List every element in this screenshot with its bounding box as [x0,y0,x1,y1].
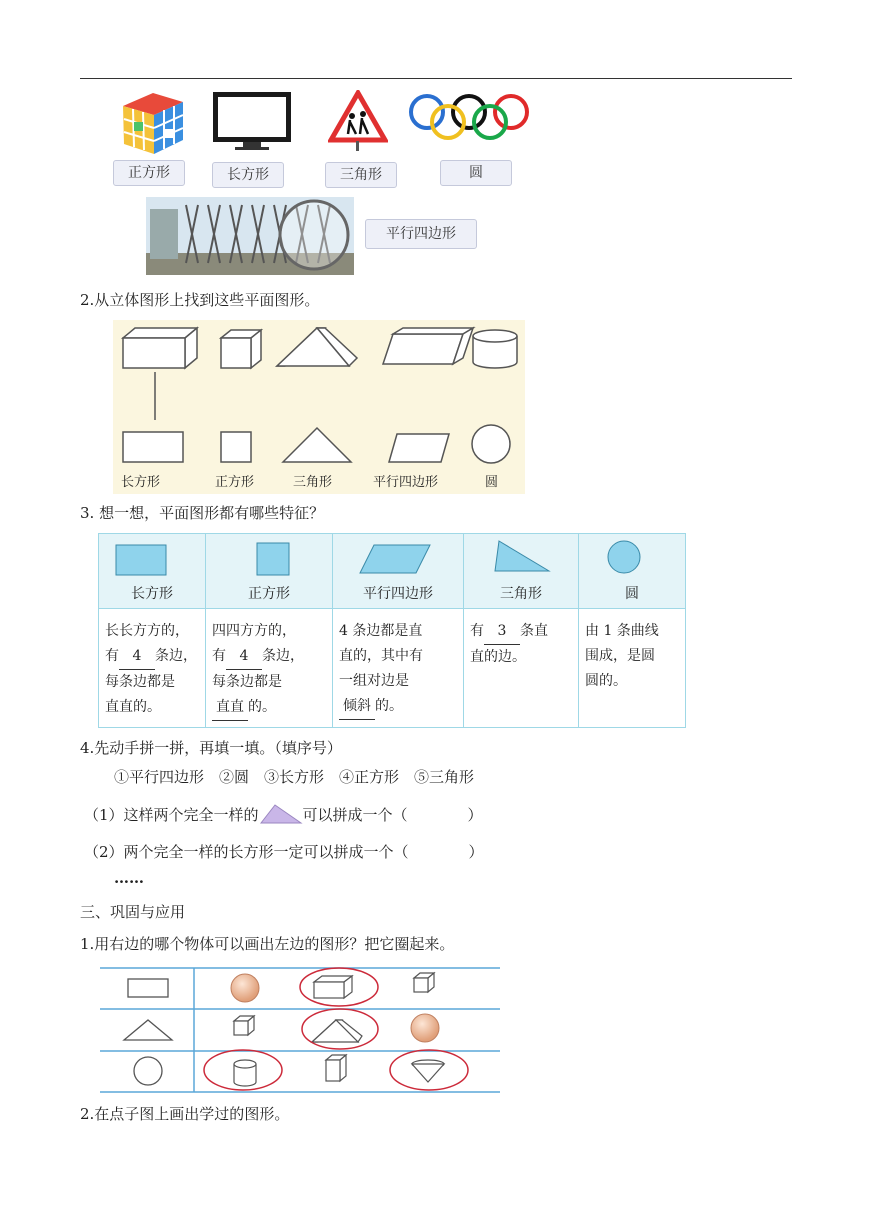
q5-title: 1.用右边的哪个物体可以画出左边的图形？把它圈起来。 [80,935,455,953]
header-square: 正方形 [248,586,290,602]
q2-panel [113,320,525,494]
header-rectangle: 长方形 [131,586,173,602]
header-parallelogram: 平行四边形 [363,586,433,602]
label-parallelogram: 平行四边形 [365,219,477,249]
answer-square-straight[interactable]: 直直 [212,695,248,721]
answer-tri-sides[interactable]: 3 [484,619,520,645]
q4-title: 4.先动手拼一拼，再填一填。（填序号） [80,739,342,757]
features-table [98,533,686,728]
desc-parallelogram: 4 条边都是直 直的，其中有 一组对边是 倾斜 的。 [333,609,464,728]
purple-triangle-icon [259,803,303,825]
label-rectangle: 长方形 [212,162,284,188]
square-shape [207,535,331,579]
cell-rect-header [99,534,206,609]
label-circle: 圆 [440,160,512,186]
q3-title: 3. 想一想，平面图形都有哪些特征？ [80,504,325,522]
circle-shape [580,535,684,579]
triangle-shape [465,535,577,579]
desc-triangle: 有 3 条直 直的边。 [464,609,579,728]
desc-square: 四四方方的， 有 4 条边， 每条边都是 直直 的。 [206,609,333,728]
q2-label-circle: 圆 [485,475,499,490]
answer-square-sides[interactable]: 4 [226,644,262,670]
q2-label-triangle: 三角形 [293,475,333,490]
olympic-rings-image [407,94,533,140]
solid-and-flat-shapes [113,320,525,494]
header-rule [80,78,792,79]
parallelogram-shape [334,535,462,579]
q2-title: 2.从立体图形上找到这些平面图形。 [80,291,320,309]
cell-square-header [206,534,333,609]
rectangle-shape [100,535,204,579]
cell-para-header [333,534,464,609]
header-triangle: 三角形 [500,586,542,602]
q2-label-parallelogram: 平行四边形 [373,475,439,490]
section-3-title: 三、巩固与应用 [80,903,186,921]
cell-tri-header [464,534,579,609]
q4-sentence-2: （2）两个完全一样的长方形一定可以拼成一个（ ） [84,843,484,861]
q2-label-square: 正方形 [215,475,255,490]
q4-options: ①平行四边形 ②圆 ③长方形 ④正方形 ⑤三角形 [114,768,475,786]
answer-rect-sides[interactable]: 4 [119,644,155,670]
desc-rectangle: 长长方方的， 有 4 条边， 每条边都是 直直的。 [99,609,206,728]
q2-label-rectangle: 长方形 [121,475,161,490]
q6-title: 2.在点子图上画出学过的图形。 [80,1105,290,1123]
answer-para-slant[interactable]: 倾斜 [339,694,375,720]
q4-ellipsis: …… [114,869,144,887]
label-triangle: 三角形 [325,162,397,188]
header-circle: 圆 [625,586,639,602]
q4-sentence-1: （1）这样两个完全一样的 可以拼成一个（ ） [84,803,483,825]
label-square: 正方形 [113,160,185,186]
monitor-image [211,90,293,152]
gate-image [146,197,354,275]
rubiks-cube-image [118,88,188,158]
cell-circle-header [579,534,686,609]
desc-circle: 由 1 条曲线 围成，是圆 圆的。 [579,609,686,728]
draw-object-table [100,964,500,1094]
warning-sign-image [328,90,388,152]
